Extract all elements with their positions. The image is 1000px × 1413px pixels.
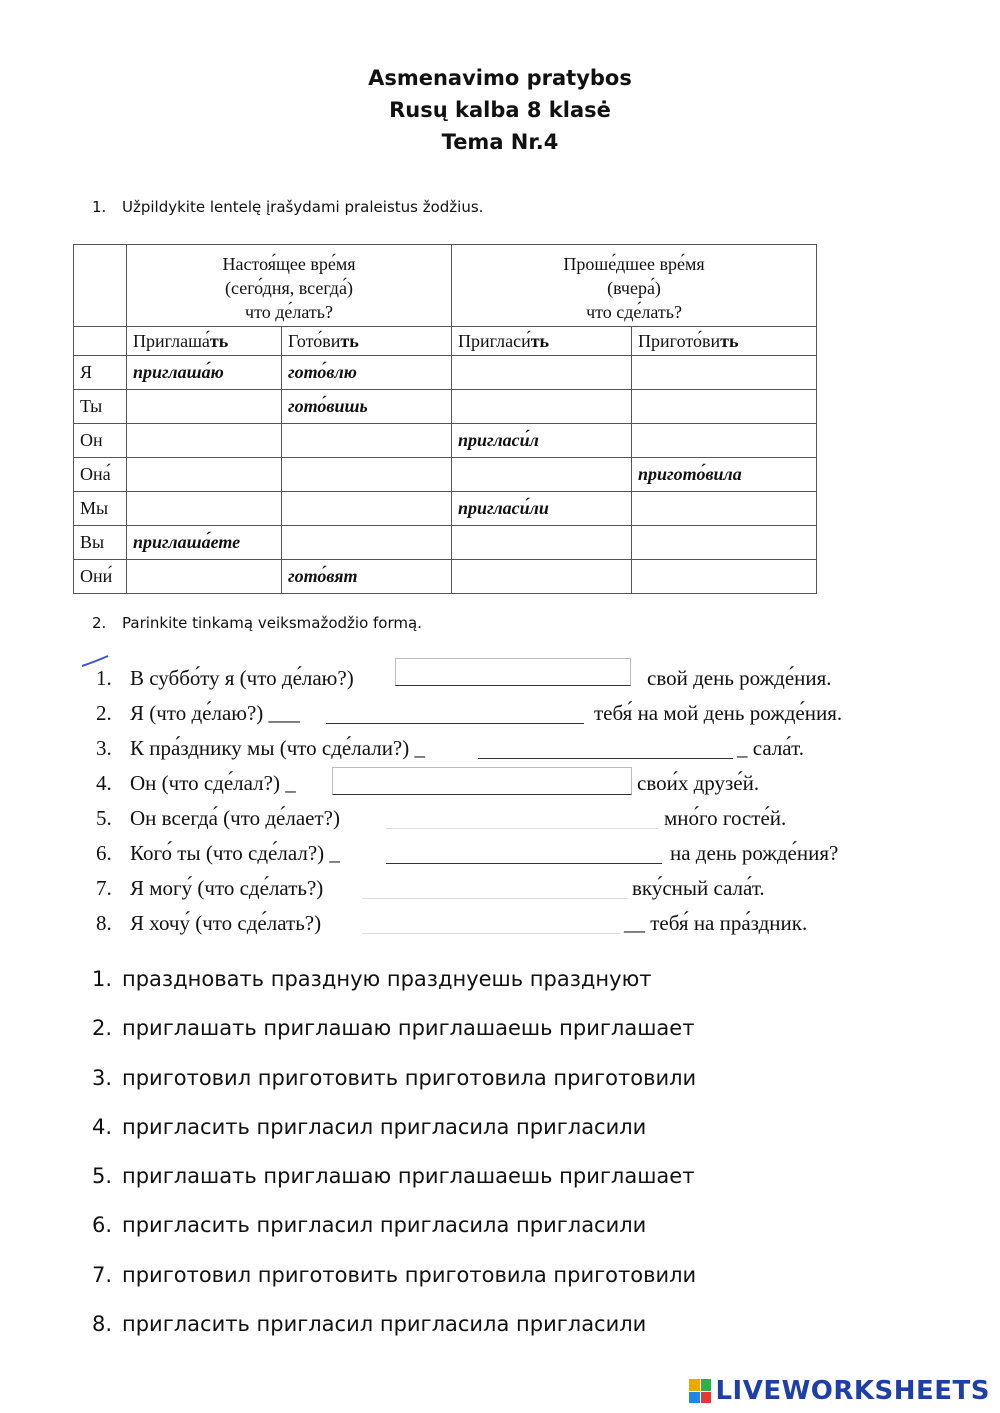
sentence-1: 1. В суббо́ту я (что де́лаю?) <box>96 666 354 690</box>
option-line-2: 2. приглашать приглашаю приглашаешь приглашает <box>92 1016 695 1040</box>
answer-blank-7[interactable] <box>362 872 628 899</box>
pronoun-cell: Они́ <box>74 560 127 594</box>
fill-cell[interactable] <box>632 356 817 390</box>
pronoun-cell: Я <box>74 356 127 390</box>
corner-cell <box>74 245 127 327</box>
answer-blank-3[interactable] <box>478 732 733 759</box>
answer-cell: приглаша́ю <box>127 356 282 390</box>
answer-cell: гото́влю <box>282 356 452 390</box>
sentence-4-end: свои́х друзе́й. <box>637 771 760 795</box>
fill-cell[interactable] <box>632 424 817 458</box>
answer-blank-5[interactable] <box>386 802 658 829</box>
fill-cell[interactable] <box>632 492 817 526</box>
present-tense-header: Настоя́щее вре́мя (сего́дня, всегда́) что де́лать? <box>127 245 452 327</box>
fill-cell[interactable] <box>282 526 452 560</box>
sentence-8-end: __ тебя́ на пра́здник. <box>624 911 808 935</box>
pronoun-cell: Мы <box>74 492 127 526</box>
sentence-5-end: мно́го госте́й. <box>664 806 787 830</box>
fill-cell[interactable] <box>127 390 282 424</box>
pronoun-cell: Он <box>74 424 127 458</box>
fill-cell[interactable] <box>632 390 817 424</box>
fill-cell[interactable] <box>632 526 817 560</box>
answer-blank-2[interactable] <box>326 697 584 724</box>
task-2-instruction <box>92 614 422 632</box>
sentence-2: 2. Я (что де́лаю?) ___ <box>96 701 301 725</box>
title-line-3: Tema Nr.4 <box>441 130 559 154</box>
fill-cell[interactable] <box>127 492 282 526</box>
answer-blank-6[interactable] <box>386 837 662 864</box>
logo-text: LIVEWORKSHEETS <box>715 1376 990 1406</box>
sentence-6-end: на день рожде́ния? <box>670 841 839 865</box>
task-number: 1. <box>92 198 107 216</box>
answer-cell: пригласи́л <box>452 424 632 458</box>
verb-header: Пригото́вить <box>632 327 817 356</box>
task-1-instruction <box>92 198 483 216</box>
fill-cell[interactable] <box>282 458 452 492</box>
pronoun-cell: Вы <box>74 526 127 560</box>
sentence-4: 4. Он (что сде́лал?) _ <box>96 771 296 795</box>
task-text: Parinkite tinkamą veiksmažodžio formą. <box>122 614 422 632</box>
fill-cell[interactable] <box>452 458 632 492</box>
sentence-5: 5. Он всегда́ (что де́лает?) <box>96 806 340 830</box>
option-line-4: 4. пригласить пригласил пригласила пригласили <box>92 1115 647 1139</box>
sentence-8: 8. Я хочу́ (что сде́лать?) <box>96 911 322 935</box>
answer-cell: гото́вишь <box>282 390 452 424</box>
fill-cell[interactable] <box>452 560 632 594</box>
conjugation-table <box>73 244 817 594</box>
answer-blank-8[interactable] <box>362 907 620 934</box>
verb-header: Гото́вить <box>282 327 452 356</box>
fill-cell[interactable] <box>452 390 632 424</box>
sentence-2-end: тебя́ на мой день рожде́ния. <box>594 701 843 725</box>
task-number: 2. <box>92 614 107 632</box>
fill-cell[interactable] <box>282 492 452 526</box>
past-tense-header: Проше́дшее вре́мя (вчера́) что сде́лать? <box>452 245 817 327</box>
sentence-7-end: вку́сный сала́т. <box>632 876 765 900</box>
option-line-5: 5. приглашать приглашаю приглашаешь приглашает <box>92 1164 695 1188</box>
sentence-7: 7. Я могу́ (что сде́лать?) <box>96 876 324 900</box>
liveworksheets-logo <box>689 1376 990 1406</box>
fill-cell[interactable] <box>127 458 282 492</box>
fill-cell[interactable] <box>127 560 282 594</box>
answer-cell: пригото́вила <box>632 458 817 492</box>
answer-cell: пригласи́ли <box>452 492 632 526</box>
title-line-1: Asmenavimo pratybos <box>368 66 632 90</box>
sentence-3-end: _ сала́т. <box>737 736 804 760</box>
answer-blank-1[interactable] <box>395 658 631 686</box>
sentence-6: 6. Кого́ ты (что сде́лал?) _ <box>96 841 340 865</box>
fill-cell[interactable] <box>127 424 282 458</box>
task-text: Užpildykite lentelę įrašydami praleistus žodžius. <box>122 198 484 216</box>
answer-cell: приглаша́ете <box>127 526 282 560</box>
pronoun-cell: Она́ <box>74 458 127 492</box>
logo-mark-icon <box>689 1379 711 1403</box>
pronoun-cell: Ты <box>74 390 127 424</box>
option-line-3: 3. приготовил приготовить приготовила приготовили <box>92 1066 697 1090</box>
answer-cell: гото́вят <box>282 560 452 594</box>
fill-cell[interactable] <box>282 424 452 458</box>
sentence-1-end: свой день рожде́ния. <box>647 666 832 690</box>
option-line-1: 1. праздновать праздную празднуешь празднуют <box>92 967 652 991</box>
fill-cell[interactable] <box>632 560 817 594</box>
verb-header: Пригласи́ть <box>452 327 632 356</box>
option-line-8: 8. пригласить пригласил пригласила пригласили <box>92 1312 647 1336</box>
fill-cell[interactable] <box>452 526 632 560</box>
pronoun-header <box>74 327 127 356</box>
option-line-7: 7. приготовил приготовить приготовила приготовили <box>92 1263 697 1287</box>
option-line-6: 6. пригласить пригласил пригласила пригласили <box>92 1213 647 1237</box>
fill-cell[interactable] <box>452 356 632 390</box>
title-line-2: Rusų kalba 8 klasė <box>389 98 611 122</box>
verb-header: Приглаша́ть <box>127 327 282 356</box>
sentence-3: 3. К пра́зднику мы (что сде́лали?) _ <box>96 736 425 760</box>
answer-blank-4[interactable] <box>332 767 632 795</box>
